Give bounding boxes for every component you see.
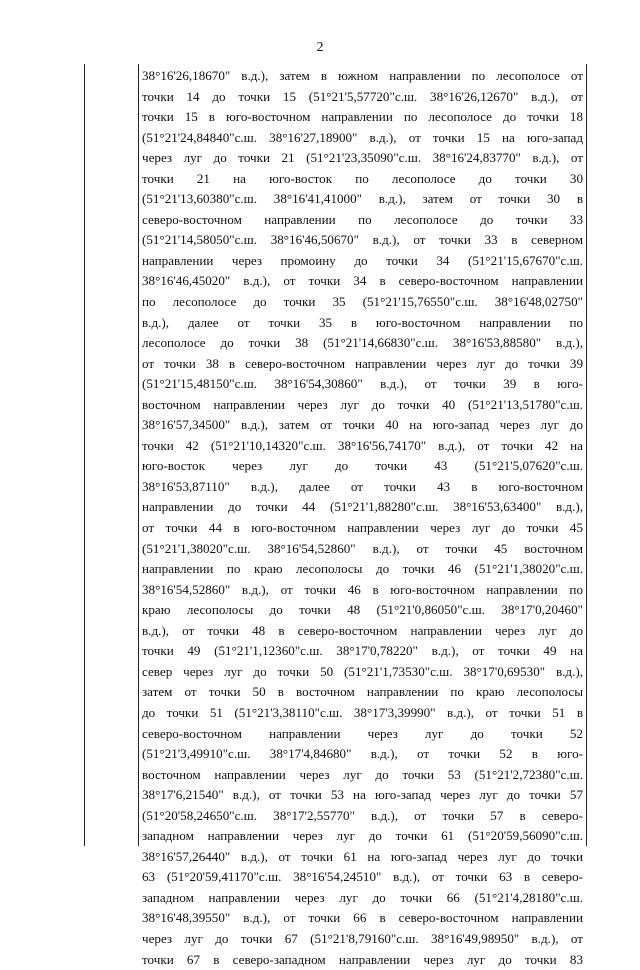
text-line: восточном направлении через луг до точки 40 (51°21'13,51780"с.ш. bbox=[142, 396, 583, 412]
text-line: точки 15 в юго-восточном направлении по лесополосе до точки 18 bbox=[142, 109, 583, 125]
text-line: 38°17'6,21540" в.д.), от точки 53 на юго-запад через луг до точки 57 bbox=[142, 787, 583, 803]
text-line: (51°21'3,49910"с.ш. 38°17'4,84680" в.д.), от точки 52 в юго- bbox=[142, 746, 583, 762]
text-line: направлении по краю лесополосы до точки 46 (51°21'1,38020"с.ш. bbox=[142, 561, 583, 577]
text-line: северо-восточном направлении по лесополосе до точки 33 bbox=[142, 211, 583, 227]
text-line: точки 21 на юго-восток по лесополосе до точки 30 bbox=[142, 170, 583, 186]
text-line: от точки 38 в северо-восточном направлении через луг до точки 39 bbox=[142, 355, 583, 371]
text-line: 38°16'57,34500" в.д.), затем от точки 40 на юго-запад через луг до bbox=[142, 417, 583, 433]
text-line: направлении до точки 44 (51°21'1,88280"с.ш. 38°16'53,63400" в.д.), bbox=[142, 499, 583, 515]
text-line: затем от точки 50 в восточном направлении по краю лесополосы bbox=[142, 684, 583, 700]
text-line: 38°16'46,45020" в.д.), от точки 34 в северо-восточном направлении bbox=[142, 273, 583, 289]
text-line: (51°21'13,60380"с.ш. 38°16'41,41000" в.д.), затем от точки 30 в bbox=[142, 191, 583, 207]
text-line: 38°16'54,52860" в.д.), от точки 46 в юго-восточном направлении по bbox=[142, 581, 583, 597]
text-line: до точки 51 (51°21'3,38110"с.ш. 38°17'3,39990" в.д.), от точки 51 в bbox=[142, 704, 583, 720]
text-line: 38°16'48,39550" в.д.), от точки 66 в северо-восточном направлении bbox=[142, 910, 583, 926]
text-line: 38°16'53,87110" в.д.), далее от точки 43 в юго-восточном bbox=[142, 478, 583, 494]
text-line: западном направлении через луг до точки 61 (51°20'59,56090"с.ш. bbox=[142, 828, 583, 844]
text-line: восточном направлении через луг до точки 53 (51°21'2,72380"с.ш. bbox=[142, 766, 583, 782]
table-border-left bbox=[84, 64, 85, 846]
text-line: точки 49 (51°21'1,12360"с.ш. 38°17'0,78220" в.д.), от точки 49 на bbox=[142, 643, 583, 659]
text-line: через луг до точки 67 (51°21'8,79160"с.ш. 38°16'49,98950" в.д.), от bbox=[142, 930, 583, 946]
text-line: лесополосе до точки 38 (51°21'14,66830"с.ш. 38°16'53,88580" в.д.), bbox=[142, 335, 583, 351]
text-line: 38°16'26,18670" в.д.), затем в южном направлении по лесополосе от bbox=[142, 68, 583, 83]
text-line: в.д.), далее от точки 35 в юго-восточном направлении по bbox=[142, 314, 583, 330]
text-line: юго-восток через луг до точки 43 (51°21'5,07620"с.ш. bbox=[142, 458, 583, 474]
text-line: от точки 44 в юго-восточном направлении через луг до точки 45 bbox=[142, 520, 583, 536]
text-line: через луг до точки 21 (51°21'23,35090"с.ш. 38°16'24,83770" в.д.), от bbox=[142, 150, 583, 166]
page-number: 2 bbox=[316, 40, 324, 55]
boundary-description-table bbox=[84, 64, 587, 967]
text-line: (51°21'14,58050"с.ш. 38°16'46,50670" в.д.), от точки 33 в северном bbox=[142, 232, 583, 248]
text-line: север через луг до точки 50 (51°21'1,73530"с.ш. 38°17'0,69530" в.д.), bbox=[142, 663, 583, 679]
table-border-right bbox=[586, 64, 587, 846]
text-line: точки 14 до точки 15 (51°21'5,57720"с.ш. 38°16'26,12670" в.д.), от bbox=[142, 88, 583, 104]
table-column-divider bbox=[138, 64, 139, 846]
text-line: западном направлении через луг до точки 66 (51°21'4,28180"с.ш. bbox=[142, 889, 583, 905]
text-line: (51°20'58,24650"с.ш. 38°17'2,55770" в.д.), от точки 57 в северо- bbox=[142, 807, 583, 823]
text-line: точки 42 (51°21'10,14320"с.ш. 38°16'56,74170" в.д.), от точки 42 на bbox=[142, 437, 583, 453]
text-line: (51°21'1,38020"с.ш. 38°16'54,52860" в.д.), от точки 45 восточном bbox=[142, 540, 583, 556]
text-line: краю лесополосы до точки 48 (51°21'0,86050"с.ш. 38°17'0,20460" bbox=[142, 602, 583, 618]
text-line: (51°21'15,48150"с.ш. 38°16'54,30860" в.д.), от точки 39 в юго- bbox=[142, 376, 583, 392]
text-line: северо-восточном направлении через луг до точки 52 bbox=[142, 725, 583, 741]
text-line: по лесополосе до точки 35 (51°21'15,76550"с.ш. 38°16'48,02750" bbox=[142, 294, 583, 310]
text-line: в.д.), от точки 48 в северо-восточном направлении через луг до bbox=[142, 622, 583, 638]
text-line: направлении через промоину до точки 34 (51°21'15,67670"с.ш. bbox=[142, 252, 583, 268]
text-line: (51°21'24,84840"с.ш. 38°16'27,18900" в.д.), от точки 15 на юго-запад bbox=[142, 129, 583, 145]
text-line: 38°16'57,26440" в.д.), от точки 61 на юго-запад через луг до точки bbox=[142, 848, 583, 864]
boundary-description-cell bbox=[142, 66, 583, 970]
text-line: точки 67 в северо-западном направлении через луг до точки 83 bbox=[142, 951, 583, 967]
text-line: 63 (51°20'59,41170"с.ш. 38°16'54,24510" в.д.), от точки 63 в северо- bbox=[142, 869, 583, 885]
